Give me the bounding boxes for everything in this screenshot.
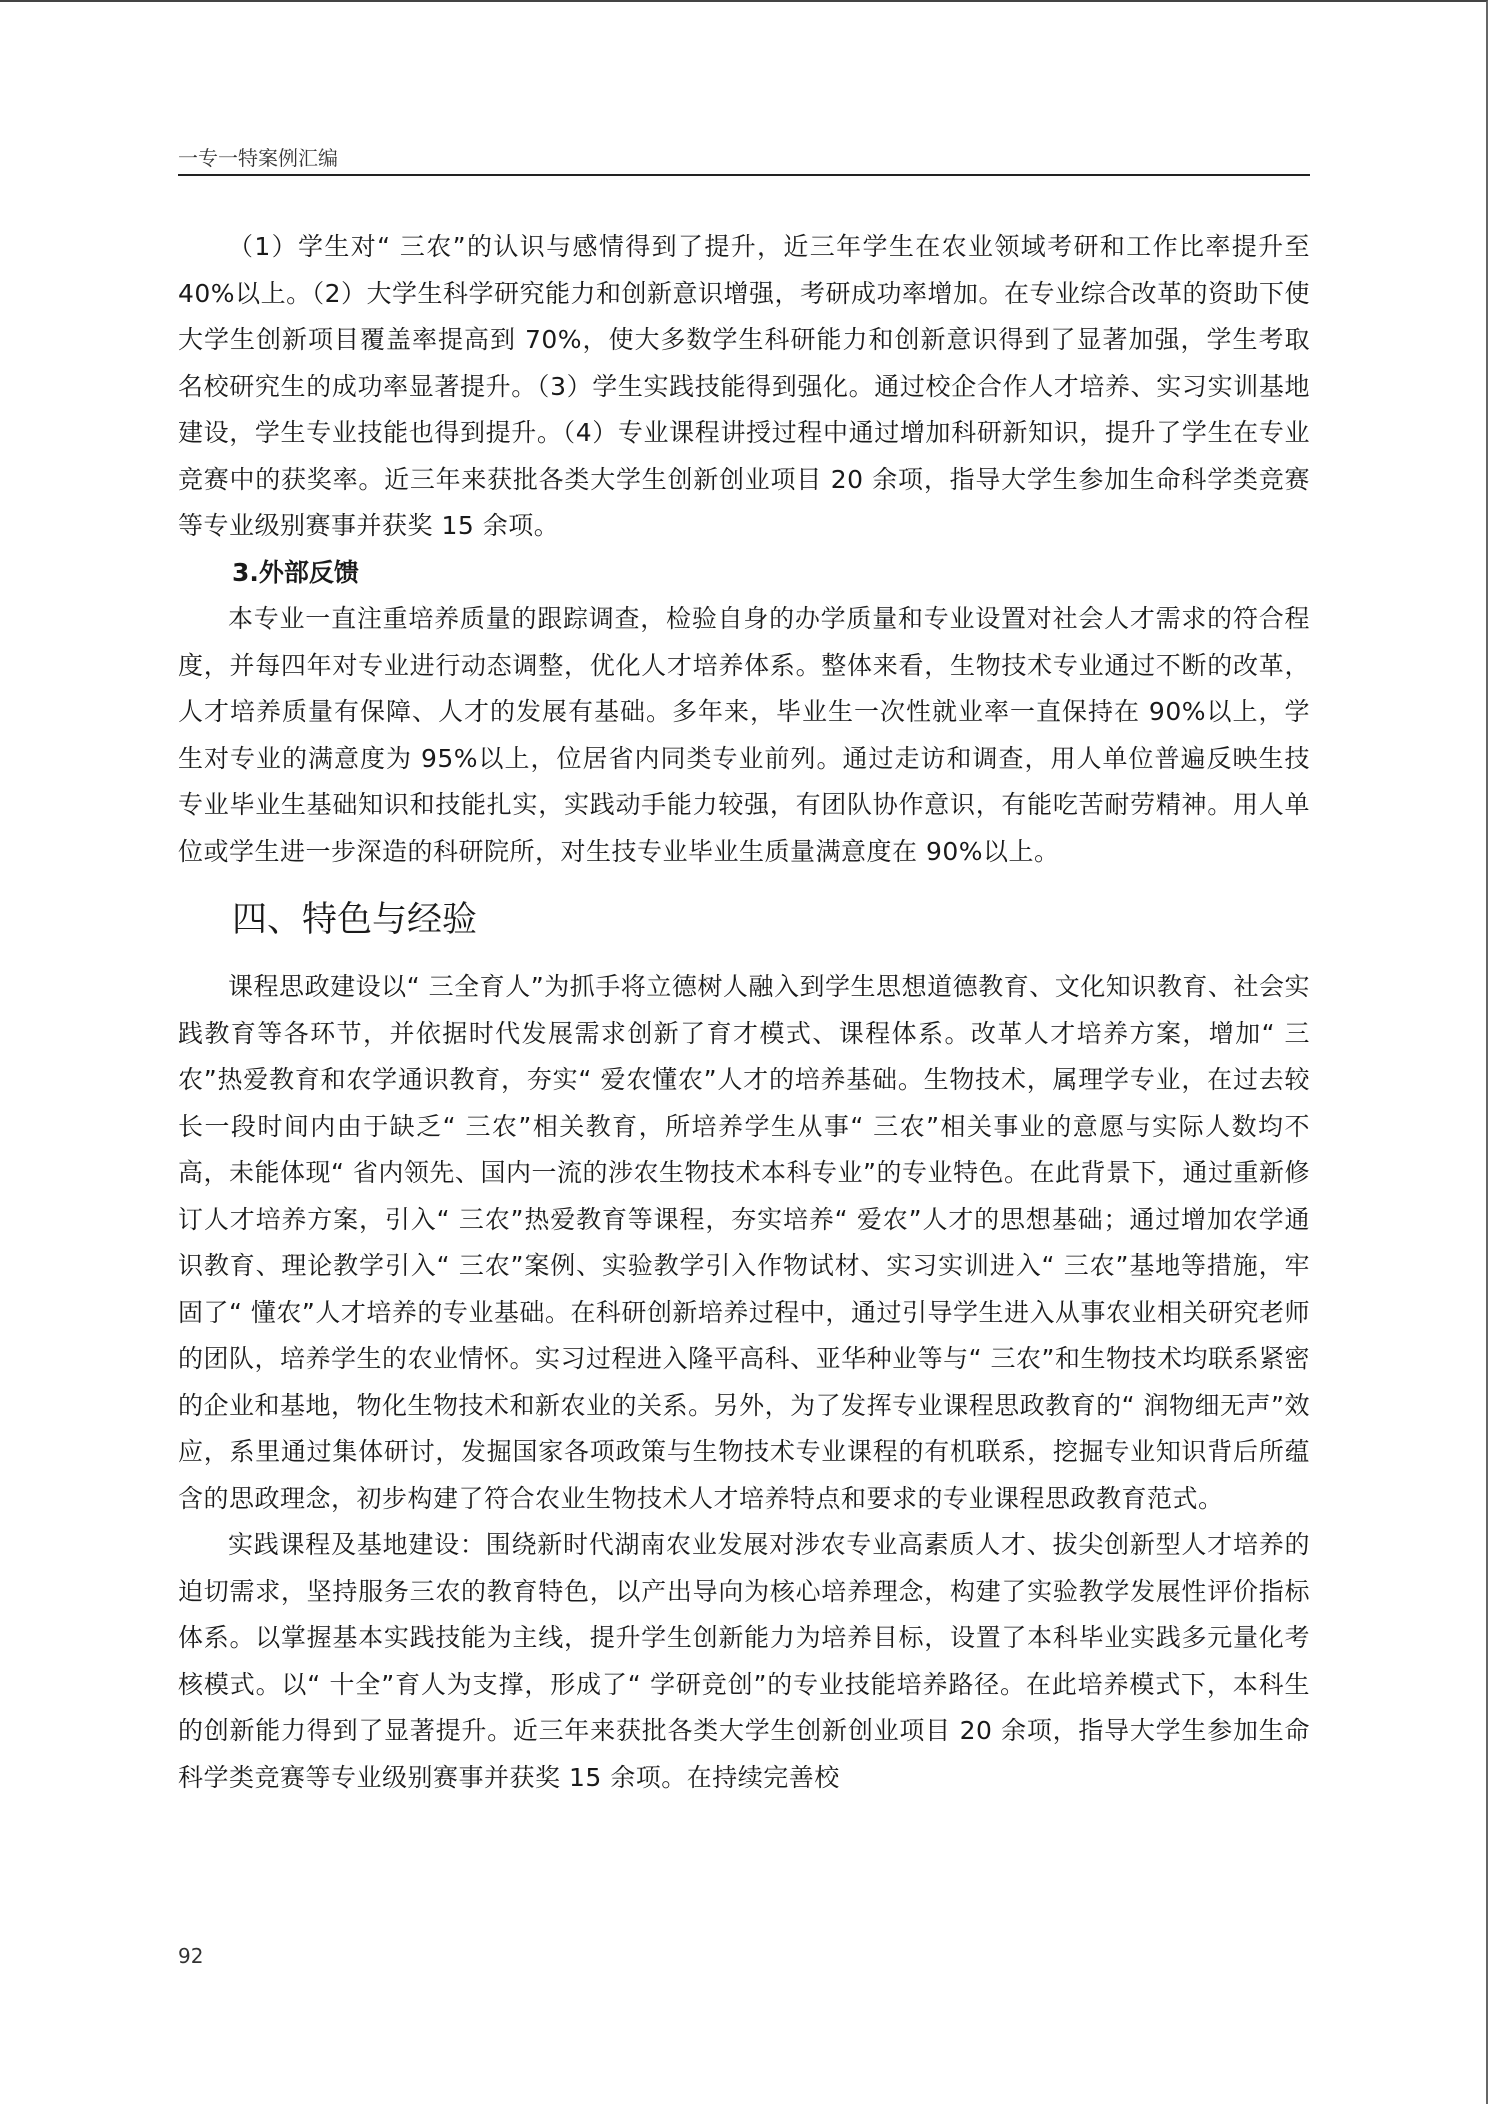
paragraph-practice-base: 实践课程及基地建设：围绕新时代湖南农业发展对涉农专业高素质人才、拔尖创新型人才培养的迫切需求，坚持服务三农的教育特色，以产出导向为核心培养理念，构建了实验教学发展性评价指标体系。以掌握基本实践技能为主线，提升学生创新能力为培养目标，设置了本科毕业实践多元量化考核模式。以“ 十全”育人为支撑，形成了“ 学研竞创”的专业技能培养路径。在此培养模式下，本科生的创新能力得到了显著提升。近三年来获批各类大学生创新创业项目 20 余项，指导大学生参加生命科学类竞赛等专业级别赛事并获奖 15 余项。在持续完善校 xyxy=(178,1530,1310,1792)
header-rule xyxy=(178,174,1310,176)
running-header xyxy=(178,148,1310,174)
paragraph-external-feedback: 本专业一直注重培养质量的跟踪调查，检验自身的办学质量和专业设置对社会人才需求的符合程度，并每四年对专业进行动态调整，优化人才培养体系。整体来看，生物技术专业通过不断的改革，人才培养质量有保障、人才的发展有基础。多年来，毕业生一次性就业率一直保持在 90%以上，学生对专业的满意度为 95%以上，位居省内同类专业前列。通过走访和调查，用人单位普遍反映生技专业毕业生基础知识和技能扎实，实践动手能力较强，有团队协作意识，有能吃苦耐劳精神。用人单位或学生进一步深造的科研院所，对生技专业毕业生质量满意度在 90%以上。 xyxy=(178,604,1310,866)
paragraph-course-ideology: 课程思政建设以“ 三全育人”为抓手将立德树人融入到学生思想道德教育、文化知识教育、社会实践教育等各环节，并依据时代发展需求创新了育才模式、课程体系。改革人才培养方案，增加“ 三农”热爱教育和农学通识教育，夯实“ 爱农懂农”人才的培养基础。生物技术，属理学专业，在过去较长一段时间内由于缺乏“ 三农”相关教育，所培养学生从事“ 三农”相关事业的意愿与实际人数均不高，未能体现“ 省内领先、国内一流的涉农生物技术本科专业”的专业特色。在此背景下，通过重新修订人才培养方案，引入“ 三农”热爱教育等课程，夯实培养“ 爱农”人才的思想基础；通过增加农学通识教育、理论教学引入“ 三农”案例、实验教学引入作物试材、实习实训进入“ 三农”基地等措施，牢固了“ 懂农”人才培养的专业基础。在科研创新培养过程中，通过引导学生进入从事农业相关研究老师的团队，培养学生的农业情怀。实习过程进入隆平高科、亚华种业等与“ 三农”和生物技术均联系紧密的企业和基地，物化生物技术和新农业的关系。另外，为了发挥专业课程思政教育的“ 润物细无声”效应，系里通过集体研讨，发掘国家各项政策与生物技术专业课程的有机联系，挖掘专业知识背后所蕴含的思政理念，初步构建了符合农业生物技术人才培养特点和要求的专业课程思政教育范式。 xyxy=(178,972,1310,1513)
header-title: 一专一特案例汇编 xyxy=(178,146,338,170)
section-title-features: 四、特色与经验 xyxy=(232,900,478,940)
subheading-external-feedback: 3.外部反馈 xyxy=(232,557,359,587)
paragraph-student-outcomes: （1）学生对“ 三农”的认识与感情得到了提升，近三年学生在农业领域考研和工作比率提升至 40%以上。（2）大学生科学研究能力和创新意识增强，考研成功率增加。在专业综合改革的资助下使大学生创新项目覆盖率提高到 70%，使大多数学生科研能力和创新意识得到了显著加强，学生考取名校研究生的成功率显著提升。（3）学生实践技能得到强化。通过校企合作人才培养、实习实训基地建设，学生专业技能也得到提升。（4）专业课程讲授过程中通过增加科研新知识，提升了学生在专业竞赛中的获奖率。近三年来获批各类大学生创新创业项目 20 余项，指导大学生参加生命科学类竞赛等专业级别赛事并获奖 15 余项。 xyxy=(178,232,1310,540)
body-content xyxy=(178,224,1310,1801)
page-number: 92 xyxy=(178,1944,204,1968)
